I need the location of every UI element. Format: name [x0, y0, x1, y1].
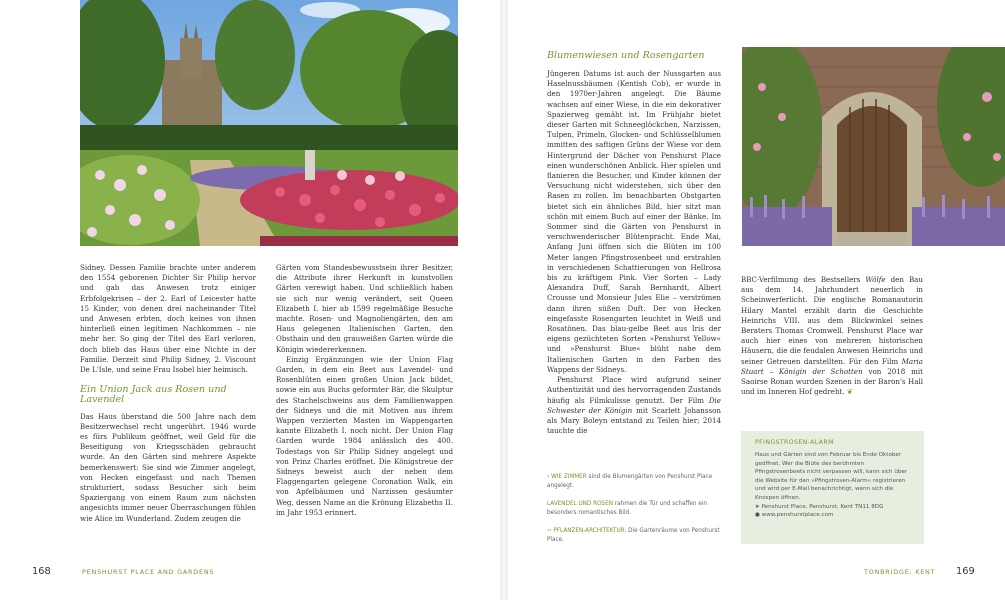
film-title: Maria Stuart – Königin der Schotten: [741, 356, 923, 376]
film-title: Die Schwester der Königin: [547, 395, 721, 415]
location-icon: ➤: [755, 503, 760, 510]
left-column-2: [276, 263, 453, 518]
garden-photo: [80, 0, 458, 246]
book-title: Wölfe: [865, 275, 886, 284]
running-footer-right: TONBRIDGE, KENT: [864, 568, 936, 576]
book-spine: [500, 0, 508, 600]
info-box-title: PFINGSTROSEN-ALARM: [755, 439, 834, 446]
body-paragraph: Gärten vom Standesbewusstsein ihrer Besitzer, die Attribute ihrer Herkunft in kunstvollen Gärten verewigt haben. Und schließlich haben sie sich nur wenig verändert, seit Queen Elizabeth I. hier ab 1599 regelmäßige Besuche machte. Rosen- und Magnoliengärten, den am Haus gelegenen Italienischen Garten, den Obsthain und den grauweißen Garten würde die Königin wiedererkennen.: [276, 263, 453, 354]
running-footer-left: PENSHURST PLACE AND GARDENS: [82, 568, 215, 576]
info-box: [741, 431, 924, 544]
page-number-left: 168: [32, 566, 51, 577]
right-column-1: [547, 69, 721, 436]
caption-1: ‹ WIE ZIMMER sind die Blumengärten von Penshurst Place angelegt.: [547, 474, 713, 489]
body-paragraph: Penshurst Place wird aufgrund seiner Authentizität und des hervorragenden Zustands häufig als Filmkulisse genutzt. Der Film Die Schwester der Königin mit Scarlett Johansson als Mary Boleyn entstand zu Teilen hier; 2014 tauchte die: [547, 375, 721, 436]
caption-3: ›› PFLANZEN-ARCHITEKTUR: Die Gartenräume von Penshurst Place.: [547, 528, 720, 543]
page-number-right: 169: [956, 566, 975, 577]
body-paragraph: BBC-Verfilmung des Bestsellers Wölfe den Bau aus dem 14. Jahrhundert neuerlich in Scheinwerferlicht. Die englische Romanautorin Hilary Mantel erzählt darin die Geschichte Heinrichs VIII. aus dem Blickwinkel seines Beraters Thomas Cromwell. Penshurst Place war auch hier eines von mehreren historischen Häusern, die die feudalen Anwesen Heinrichs und seiner Getreuen darstellten. Für den Film Maria Stuart – Königin der Schotten von 2018 mit Saoirse Ronan wurden Szenen in der Baron's Hall und im Inneren Hof gedreht. ❦: [741, 275, 923, 397]
globe-icon: ●: [755, 512, 760, 519]
website-line[interactable]: ● www.penshurstplace.com: [755, 512, 834, 519]
left-column-1: [80, 263, 256, 524]
right-column-2: [741, 275, 923, 397]
body-paragraph: Das Haus überstand die 500 Jahre nach dem Besitzerwechsel recht ungerührt. 1946 wurde es fürs Publikum geöffnet, weil Geld für die Beseitigung von Kriegsschäden gebraucht wurde. An den Gärten sind mehrere Aspekte bemerkenswert: Sie sind wie Zimmer angelegt, von Hecken eingefasst und nach Themen strukturiert, sodass Besucher sich beim Spaziergang von einem Raum zum nächsten angesichts immer neuer Überraschungen fühlen wie Alice im Wunderland. Zudem zeugen die: [80, 411, 256, 523]
section-heading: Ein Union Jack aus Rosen und Lavendel: [80, 384, 227, 406]
caption-2: LAVENDEL UND ROSEN rahmen die Tür und schaffen ein besonders romantisches Bild.: [547, 501, 707, 516]
body-paragraph: Sidney. Dessen Familie brachte unter anderem den 1554 geborenen Dichter Sir Philip hervor und gab das Anwesen trotz einiger Erbfolgekrisen – der 2. Earl of Leicester hatte 15 Kinder, von denen drei nacheinander Titel und Anwesen erbten, doch keines von ihnen hinterließ einen legitimen Nachkommen – nie mehr her. So ging der Titel des Earl verloren, doch blieb das Haus über eine Nichte in der Familie. Derzeit sind Philip Sidney, 2. Viscount De L'Isle, und seine Frau Isobel hier heimisch.: [80, 263, 256, 375]
leaf-icon: ❦: [846, 387, 853, 397]
address-line: ➤ Penshurst Place, Penshurst, Kent TN11 8DG: [755, 503, 884, 510]
info-box-text: Haus und Gärten sind von Februar bis Ende Oktober geöffnet. Wer die Blüte des berühmten Pfingstrosenbeets nicht verpassen will, kann sich über die Website für den »Pfingstrosen-Alarm« registrieren und wird per E-Mail benachrichtigt, wenn sich die Knospen öffnen. ➤ Penshurst Place, Penshurst, Kent TN11 8DG ● www.penshurstplace.com: [755, 451, 915, 520]
section-heading: Blumenwiesen und Rosengarten: [547, 50, 705, 61]
body-paragraph: Einzig Ergänzungen wie der Union Flag Garden, in dem ein Beet aus Lavendel- und Rosenblüten einen großen Union Jack bildet, sowie ein aus Buchs geformter Bär, die Skulptur des Stachelschweins aus dem Familienwappen der Sidneys und die mit Motiven aus ihrem Wappen verzierten Masten im Wappengarten kannte Elizabeth I. noch nicht. Der Union Flag Garden wurde 1984 anlässlich des 400. Todestags von Sir Philip Sidney angelegt und von Prinz Charles eröffnet. Die Königstreue der Sidneys beweist auch der neben dem Flaggengarten gelegene Coronation Walk, ein von Apfelbäumen und Narzissen gesäumter Weg, dessen Name an die Krönung Elizabeths II. im Jahr 1953 erinnert.: [276, 354, 453, 517]
door-photo: [742, 47, 1005, 246]
body-paragraph: Jüngeren Datums ist auch der Nussgarten aus Haselnussbäumen (Kentish Cob), er wurde in den 1970er-Jahren angelegt. Die Bäume wachsen auf einer Wiese, in die ein dekorativer Spazierweg gemäht ist. Im Frühjahr bietet dieser Garten mit Schneeglöckchen, Narzissen, Tulpen, Primeln, Glocken- und Schlüsselblumen inmitten des saftigen Grüns der Wiese vor dem Hintergrund der Dächer von Penshurst Place einen wunderschönen Anblick. Hier spielen und flanieren die Besucher, und Kinder können der Versuchung nicht widerstehen, sich über den Rasen zu rollen. Im benachbarten Obstgarten bietet sich ein ähnliches Bild, hier sitzt man schön mit einem Buch auf einer der Bänke. Im Sommer sind die Gärten von Penshurst in verschwenderischer Blütenpracht. Ende Mai, Anfang Juni öffnen sich die Blüten im 100 Meter langen Pfingstrosenbeet und erstrahlen in verschiedenen Schattierungen von Hellrosa bis zu kräftigem Pink. Vier Sorten – Lady Alexandra Duff, Sarah Bernhardt, Albert Crousse und Monsieur Jules Elie – verströmen dann ihren süßen Duft. Der von Hecken eingefasste Rosengarten leuchtet in Weiß und Rosatönen. Das blau-gelbe Beet aus Iris der eigens gezüchteten Sorten »Penshurst Yellow« und »Penshurst Blue« blüht nahe dem Italienischen Garten in den Farben des Wappens der Sidneys.: [547, 69, 721, 374]
